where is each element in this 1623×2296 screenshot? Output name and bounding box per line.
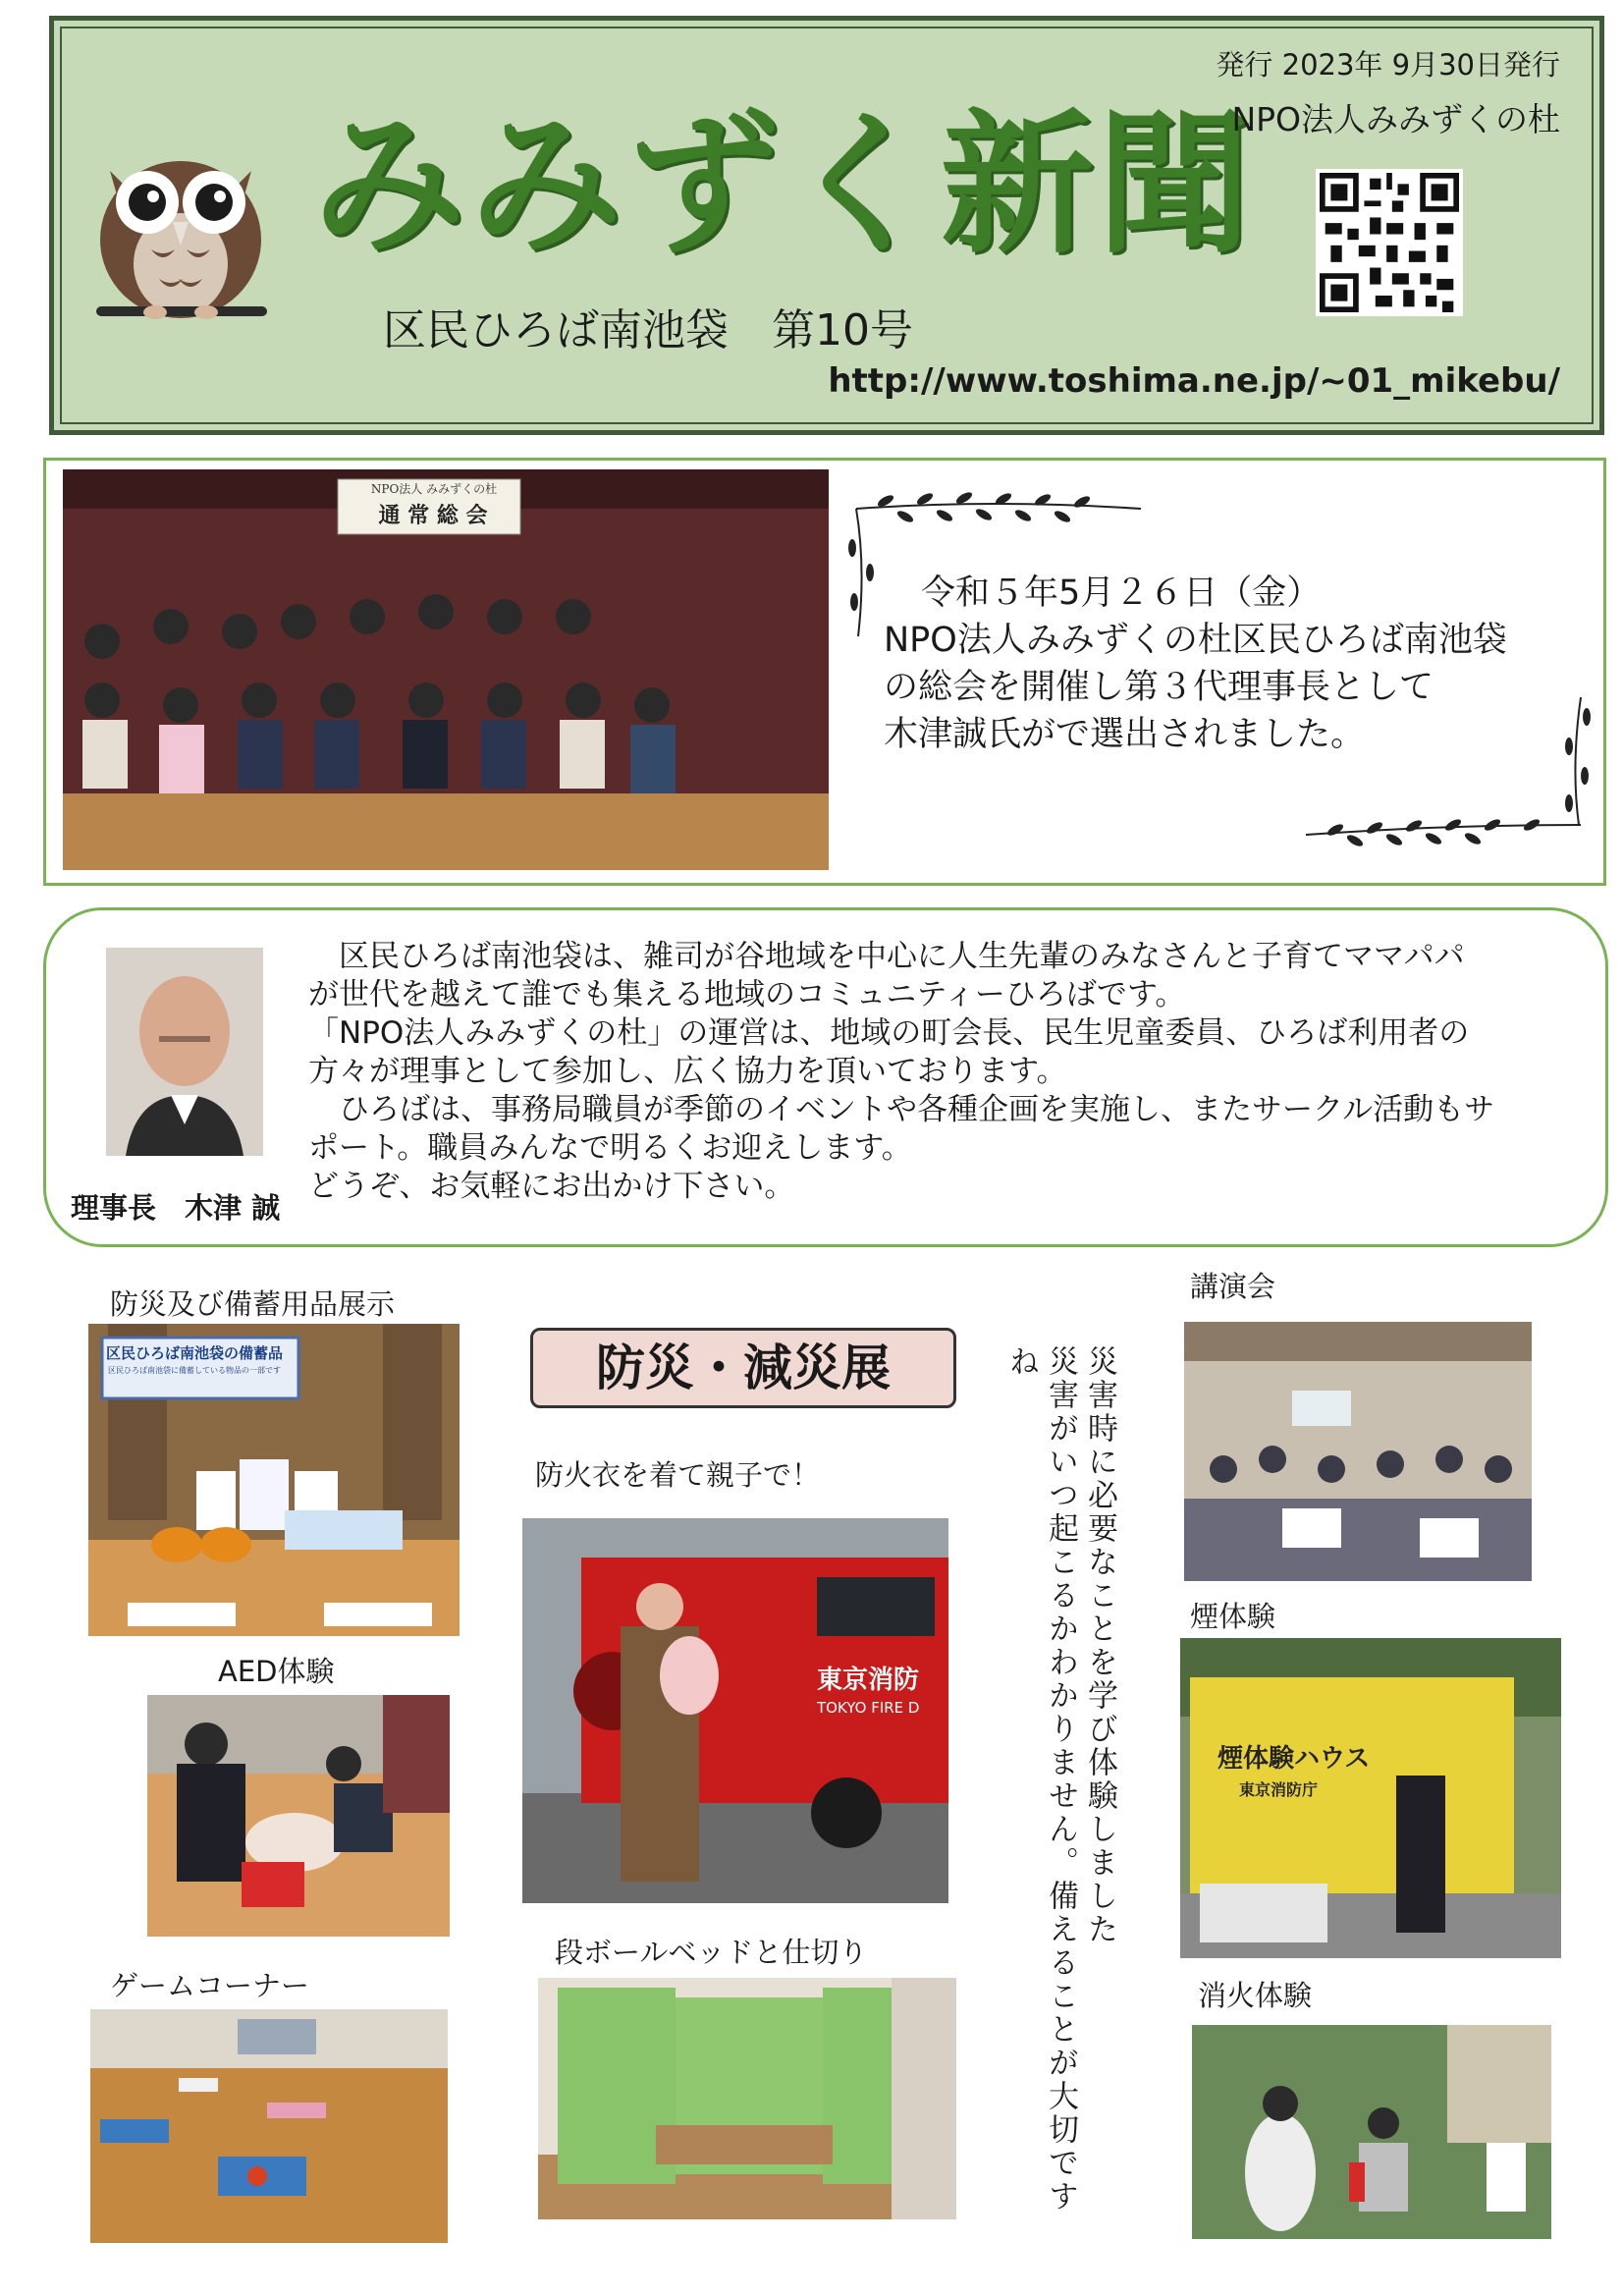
- chairman-portrait: [106, 948, 263, 1156]
- aed-photo: [147, 1695, 450, 1937]
- website-url[interactable]: http://www.toshima.ne.jp/~01_mikebu/: [828, 361, 1560, 401]
- intro-line: 「NPO法人みみずくの杜」の運営は、地域の町会長、民生児童委員、ひろば利用者の: [308, 1015, 1470, 1051]
- meeting-line: の総会を開催し第３代理事長として: [884, 668, 1434, 707]
- display-sign: 区民ひろば南池袋の備蓄品: [106, 1344, 284, 1362]
- intro-line: ポート。職員みんなで明るくお迎えします。: [308, 1130, 912, 1166]
- newsletter-title: みみずく新聞: [312, 95, 1255, 274]
- intro-line: が世代を越えて誰でも集える地域のコミュニティーひろばです。: [308, 977, 1186, 1012]
- intro-line: 区民ひろば南池袋は、雑司が谷地域を中心に人生先輩のみなさんと子育てママパパ: [308, 939, 1465, 974]
- chairman-label: 理事長 木津 誠: [71, 1191, 281, 1225]
- vertical-message: [1001, 1345, 1119, 2219]
- issue-date: 発行 2023年 9月30日発行: [1216, 48, 1560, 82]
- owl-logo-icon: [90, 132, 273, 324]
- cardboard-bed-photo: [538, 1978, 956, 2219]
- group-photo: [63, 469, 829, 870]
- intro-text: [308, 938, 1585, 1206]
- intro-line: ひろばは、事務局職員が季節のイベントや各種企画を実施し、またサークル活動もサ: [308, 1092, 1495, 1127]
- fire-truck-label-en: TOKYO FIRE D: [817, 1699, 920, 1717]
- meeting-line: 木津誠氏がで選出されました。: [884, 715, 1366, 754]
- issue-subtitle: 区民ひろば南池袋 第10号: [383, 305, 913, 355]
- caption-firesuit: 防火衣を着て親子で！: [535, 1458, 821, 1492]
- smoke-house-sub: 東京消防庁: [1239, 1780, 1319, 1799]
- photo-banner-top: NPO法人 みみずくの杜: [370, 482, 498, 496]
- caption-display: 防災及び備蓄用品展示: [110, 1287, 396, 1321]
- qr-code-icon[interactable]: [1316, 169, 1463, 316]
- caption-extinguish: 消火体験: [1198, 1979, 1313, 2012]
- intro-line: どうぞ、お気軽にお出かけ下さい。: [308, 1169, 795, 1204]
- intro-line: 方々が理事として参加し、広く協力を頂いております。: [308, 1054, 1067, 1089]
- caption-lecture: 講演会: [1190, 1270, 1276, 1303]
- game-corner-photo: [90, 2009, 448, 2243]
- photo-banner: 通 常 総 会: [378, 503, 488, 528]
- display-sign-sub: 区民ひろば南池袋に備蓄している物品の一部です: [108, 1366, 281, 1375]
- caption-bed: 段ボールベッドと仕切り: [555, 1936, 868, 1969]
- publisher-name: NPO法人みみずくの杜: [1231, 100, 1560, 138]
- event-title: 防災・減災展: [530, 1328, 956, 1408]
- meeting-line: NPO法人みみずくの杜区民ひろば南池袋: [884, 621, 1507, 660]
- caption-aed: AED体験: [218, 1655, 335, 1688]
- smoke-house-label: 煙体験ハウス: [1217, 1744, 1371, 1774]
- caption-game: ゲームコーナー: [110, 1969, 310, 2002]
- lecture-photo: [1184, 1322, 1532, 1581]
- extinguisher-photo: [1192, 2025, 1551, 2239]
- fire-truck-label: 東京消防: [817, 1666, 920, 1695]
- meeting-announcement: [884, 570, 1591, 758]
- vertical-line: 災害時に必要なことを学び体験しました: [1082, 1345, 1117, 1946]
- smoke-house-photo: [1180, 1638, 1561, 1958]
- vertical-line: 災害がいつ起こるかわかりません。備えることが大切ですね: [1003, 1345, 1078, 2214]
- meeting-line: 令和５年5月２６日（金）: [921, 574, 1322, 613]
- caption-smoke: 煙体験: [1190, 1600, 1276, 1633]
